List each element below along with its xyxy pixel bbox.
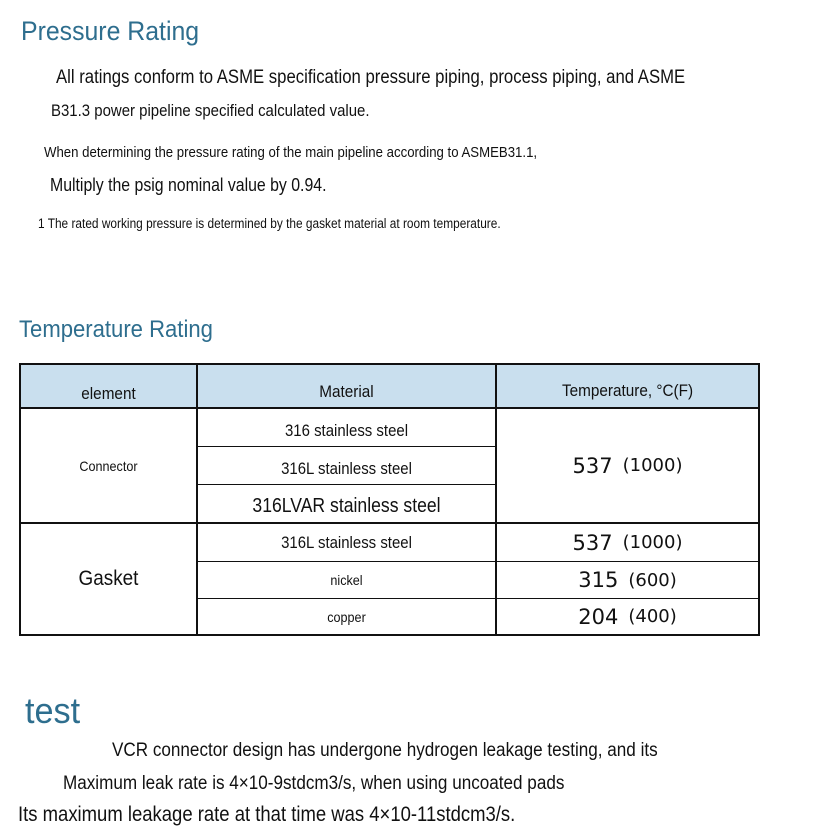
temperature-celsius: 537 (572, 453, 613, 478)
element-gasket: Gasket (78, 567, 139, 590)
temperature-fahrenheit: (400) (628, 606, 677, 627)
material-cell: 316LVAR stainless steel (252, 494, 441, 517)
temperature-rating-heading: Temperature Rating (19, 316, 213, 343)
temperature-fahrenheit: (1000) (622, 455, 683, 476)
material-cell: 316L stainless steel (281, 532, 412, 552)
pressure-rating-heading: Pressure Rating (21, 16, 200, 46)
material-cell: copper (327, 608, 366, 625)
material-cell: 316L stainless steel (281, 458, 412, 478)
test-heading: test (25, 690, 81, 731)
temperature-fahrenheit: (600) (628, 569, 677, 591)
temperature-cell (497, 599, 758, 634)
pressure-paragraph-line-2: B31.3 power pipeline specified calculated value. (51, 101, 370, 120)
pressure-paragraph-line-4: Multiply the psig nominal value by 0.94. (50, 175, 327, 195)
material-cell: 316 stainless steel (284, 420, 409, 440)
table-divider (197, 446, 496, 447)
table-header-temperature: Temperature, °C(F) (561, 381, 694, 400)
temperature-cell (497, 562, 758, 598)
temperature-celsius: 537 (572, 530, 613, 555)
material-cell: nickel (330, 572, 363, 588)
table-header-material: Material (319, 382, 374, 401)
temperature-rating-table (19, 363, 760, 636)
temperature-celsius: 204 (578, 604, 619, 629)
temperature-cell (497, 524, 758, 561)
table-divider (196, 365, 198, 634)
table-divider (197, 484, 496, 485)
test-paragraph-line-3: Its maximum leakage rate at that time was 4×10-11stdcm3/s. (18, 803, 516, 826)
temperature-celsius: 315 (578, 568, 619, 592)
table-header-element: element (81, 384, 136, 403)
test-paragraph-line-2: Maximum leak rate is 4×10-9stdcm3/s, when using uncoated pads (63, 773, 565, 794)
temperature-fahrenheit: (1000) (622, 532, 683, 553)
pressure-paragraph-line-3: When determining the pressure rating of the main pipeline according to ASMEB31.1, (44, 144, 538, 161)
pressure-paragraph-line-1: All ratings conform to ASME specification pressure piping, process piping, and ASME (56, 67, 686, 88)
pressure-footnote: 1 The rated working pressure is determined by the gasket material at room temperature. (38, 216, 501, 231)
element-connector: Connector (79, 457, 138, 474)
test-paragraph-line-1: VCR connector design has undergone hydrogen leakage testing, and its (112, 740, 658, 761)
temperature-cell (497, 409, 758, 522)
